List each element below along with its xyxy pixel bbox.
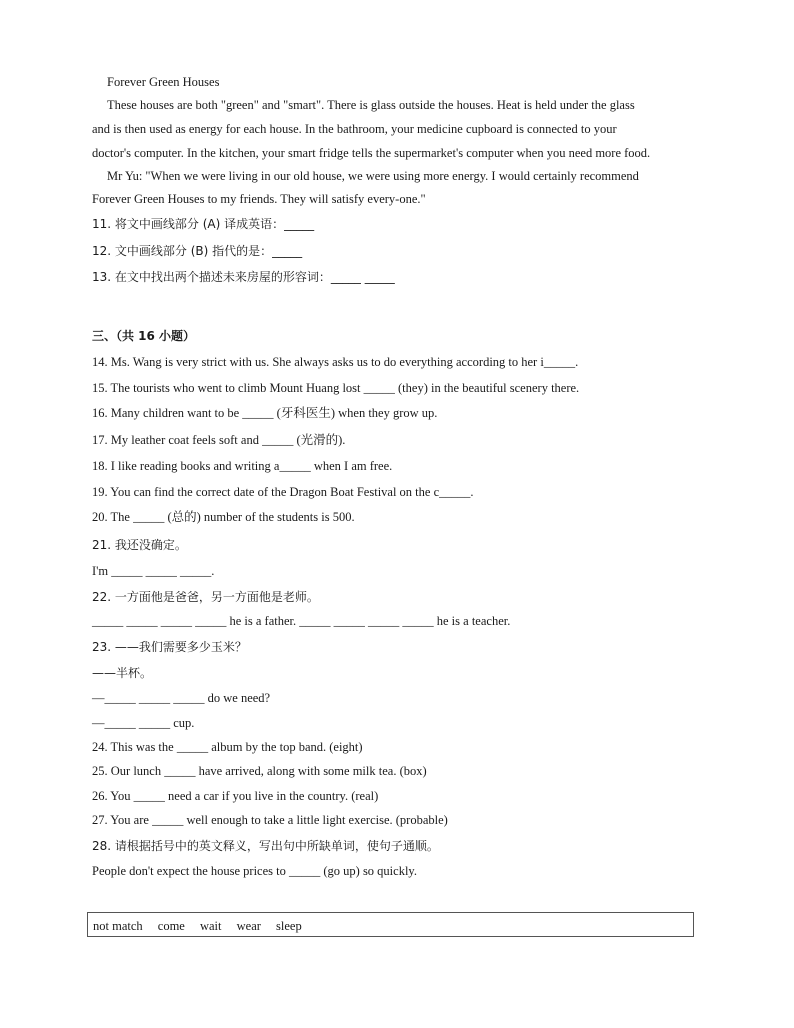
question-26: 26. You _____ need a car if you live in the country. (real) <box>92 789 379 803</box>
question-28-sentence: People don't expect the house prices to _____ (go up) so quickly. <box>92 864 417 878</box>
question-16: 16. Many children want to be _____ (牙科医生) when they grow up. <box>92 406 438 420</box>
question-13: 13. 在文中找出两个描述未来房屋的形容词：_____ _____ <box>92 270 395 284</box>
answer-line-23a: —_____ _____ _____ do we need? <box>92 691 271 705</box>
passage-line: Mr Yu: "When we were living in our old house, we were using more energy. I would certainly recommend <box>107 169 639 183</box>
question-21: 21. 我还没确定。 <box>92 538 187 552</box>
word-bank-item: come <box>157 919 185 933</box>
passage-line: and is then used as energy for each house. In the bathroom, your medicine cupboard is connected to your <box>92 122 617 136</box>
passage-title: Forever Green Houses <box>107 75 220 89</box>
question-18: 18. I like reading books and writing a_____ when I am free. <box>92 459 393 473</box>
question-11: 11. 将文中画线部分 (A) 译成英语：_____ <box>92 217 315 231</box>
word-bank-item: not match <box>93 919 143 933</box>
question-25: 25. Our lunch _____ have arrived, along with some milk tea. (box) <box>92 764 427 778</box>
question-19: 19. You can find the correct date of the Dragon Boat Festival on the c_____. <box>92 485 474 499</box>
question-28: 28. 请根据括号中的英文释义，写出句中所缺单词，使句子通顺。 <box>92 839 439 853</box>
question-12: 12. 文中画线部分 (B) 指代的是：_____ <box>92 244 303 258</box>
question-22: 22. 一方面他是爸爸，另一方面他是老师。 <box>92 590 319 604</box>
word-bank <box>93 918 314 934</box>
answer-line-22: _____ _____ _____ _____ he is a father. _____ _____ _____ _____ he is a teacher. <box>92 614 511 628</box>
passage-line: Forever Green Houses to my friends. They will satisfy every-one." <box>92 192 426 206</box>
passage-line: These houses are both "green" and "smart". There is glass outside the houses. Heat is held under the glass <box>107 98 635 112</box>
answer-line-23b: —_____ _____ cup. <box>92 716 195 730</box>
word-bank-box <box>87 912 694 937</box>
word-bank-item: sleep <box>276 919 302 933</box>
section-title: 三、（共 16 小题） <box>92 329 196 343</box>
question-20: 20. The _____ (总的) number of the students is 500. <box>92 510 355 524</box>
question-23-reply: ——半杯。 <box>92 666 153 680</box>
word-bank-item: wear <box>236 919 261 933</box>
question-15: 15. The tourists who went to climb Mount Huang lost _____ (they) in the beautiful scenery there. <box>92 381 580 395</box>
question-17: 17. My leather coat feels soft and _____ (光滑的). <box>92 433 346 447</box>
question-27: 27. You are _____ well enough to take a little light exercise. (probable) <box>92 813 448 827</box>
word-bank-item: wait <box>199 919 222 933</box>
answer-line-21: I'm _____ _____ _____. <box>92 564 215 578</box>
question-23: 23. ——我们需要多少玉米？ <box>92 640 247 654</box>
question-24: 24. This was the _____ album by the top band. (eight) <box>92 740 363 754</box>
passage-line: doctor's computer. In the kitchen, your smart fridge tells the supermarket's computer when you need more food. <box>92 146 651 160</box>
question-14: 14. Ms. Wang is very strict with us. She always asks us to do everything according to her i_____. <box>92 355 579 369</box>
